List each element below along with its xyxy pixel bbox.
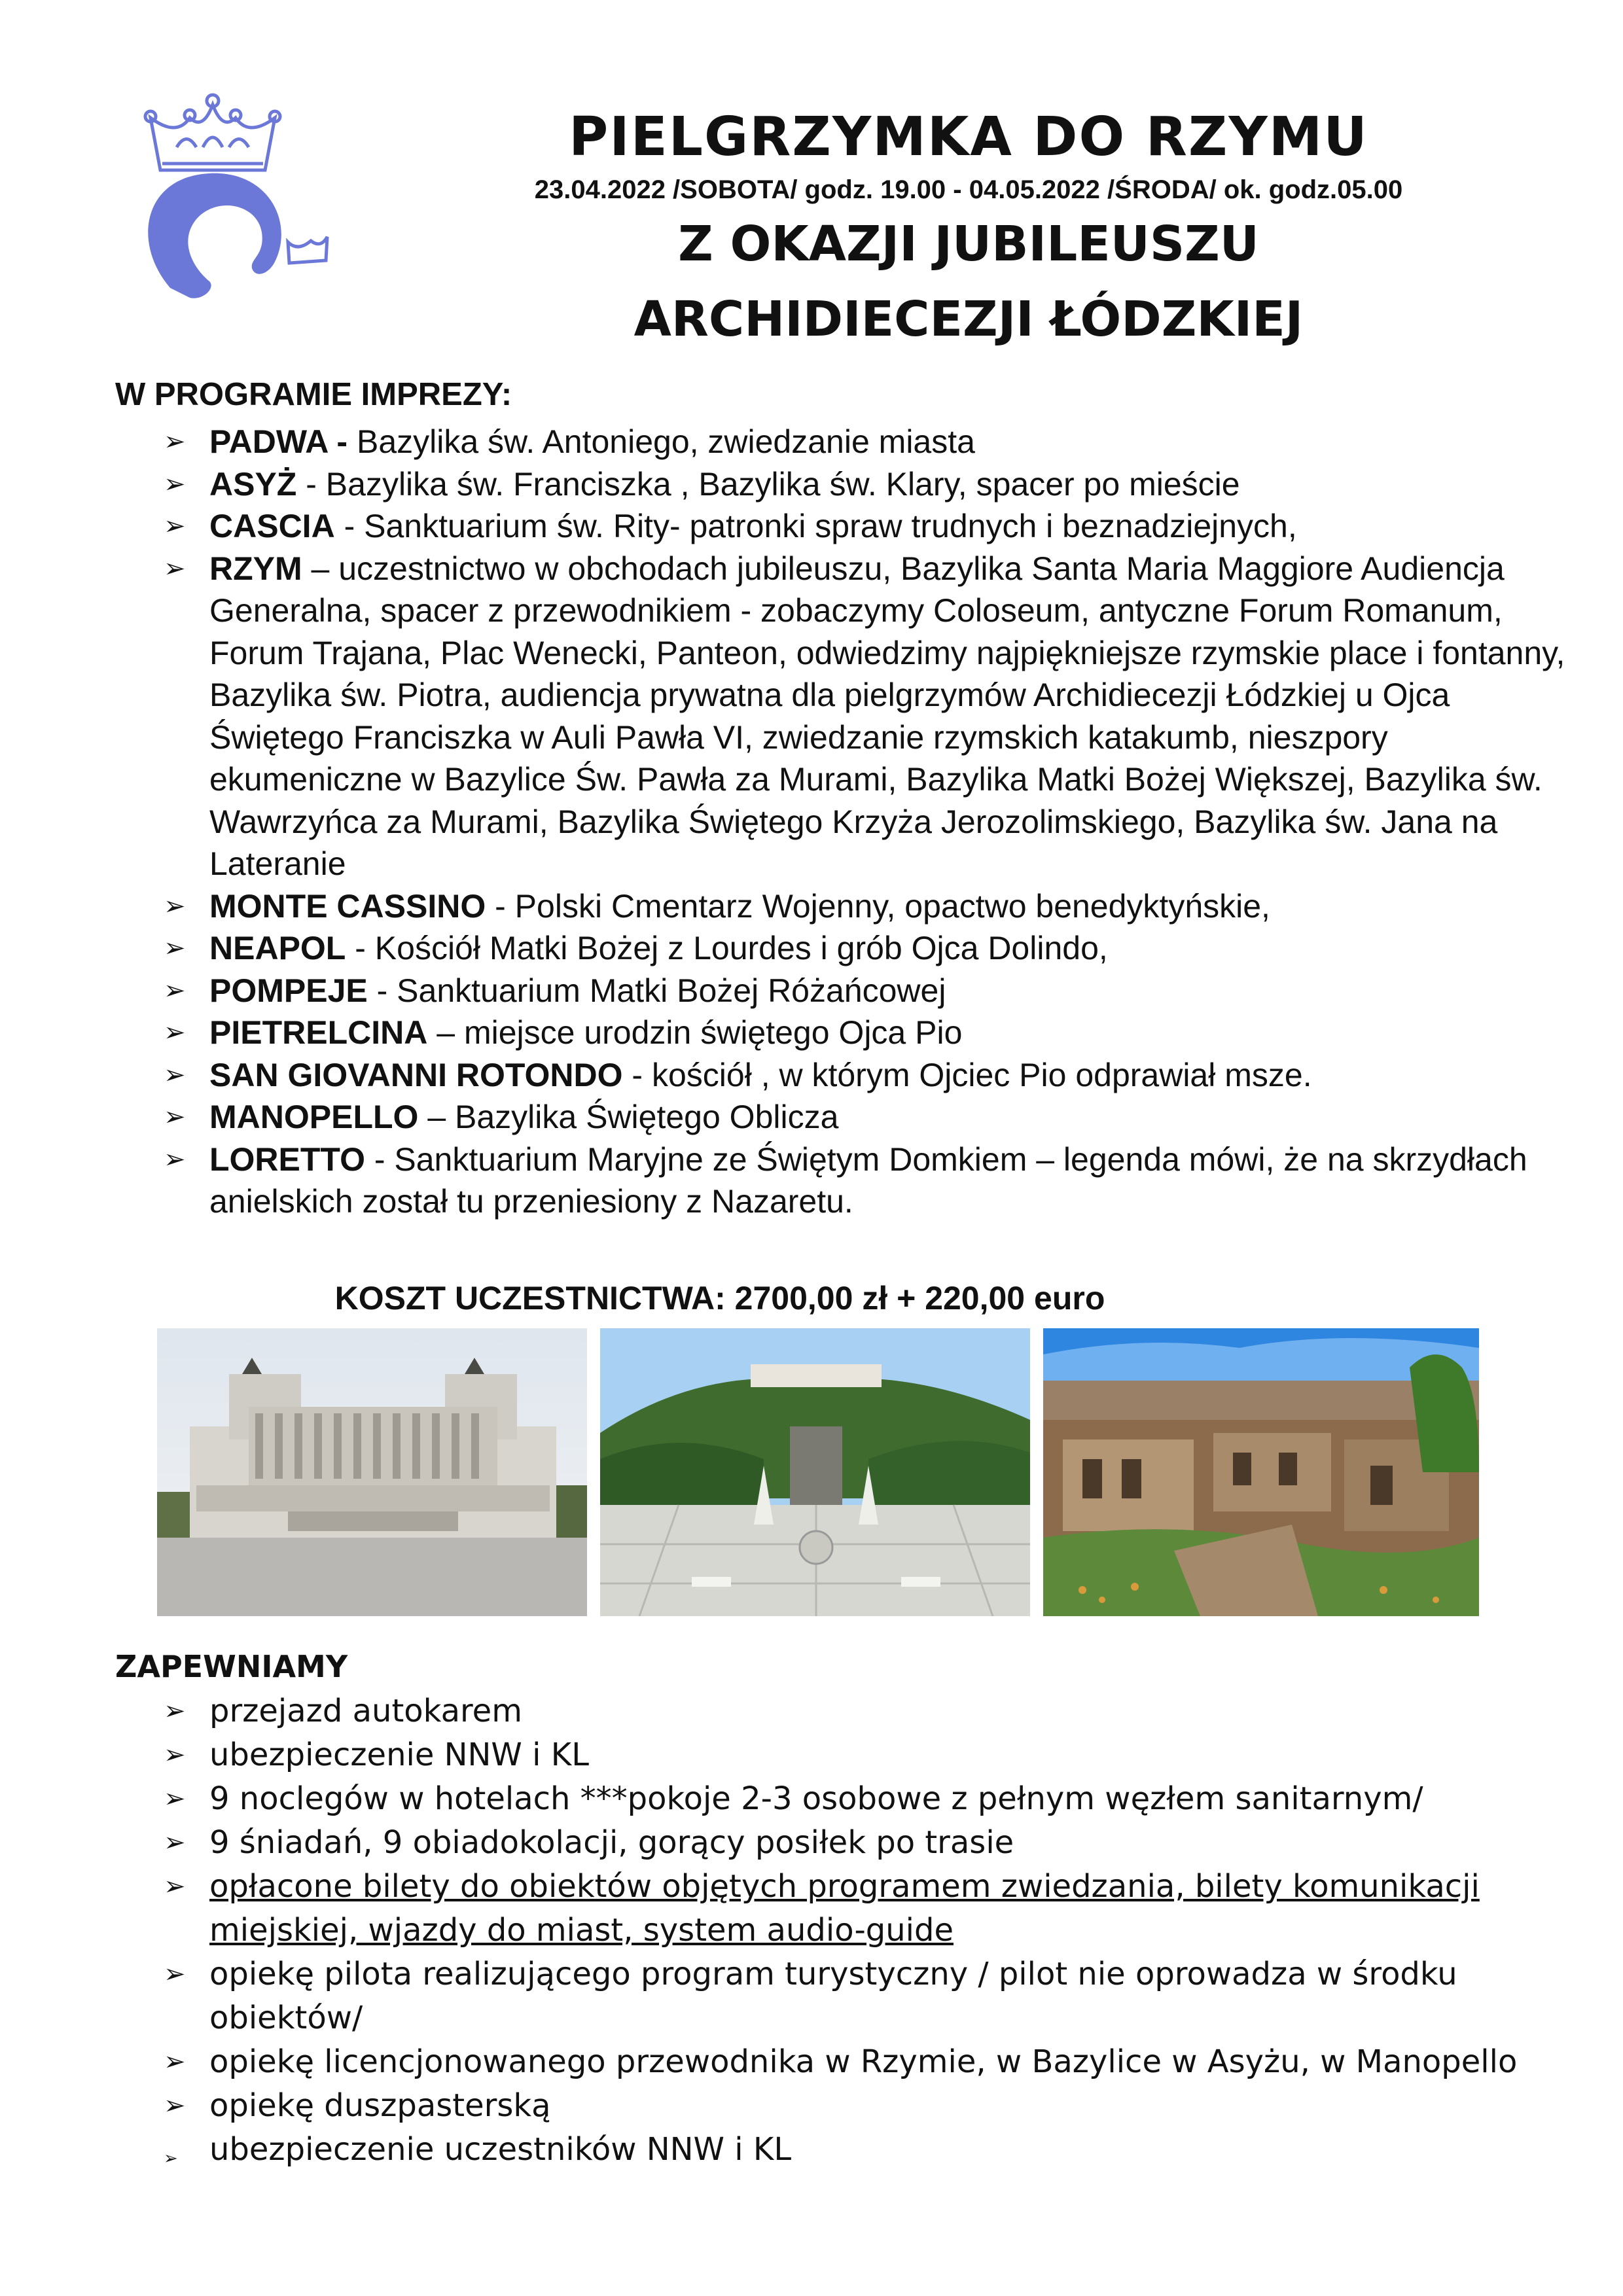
arrowhead-bullet-icon: ➢ bbox=[164, 1740, 186, 1770]
place-description: Bazylika św. Antoniego, zwiedzanie miasta bbox=[348, 423, 975, 460]
list-item bbox=[164, 1054, 1571, 1097]
provides-text: przejazd autokarem bbox=[209, 1693, 522, 1729]
list-item bbox=[164, 2040, 1571, 2084]
list-item bbox=[164, 2084, 1571, 2128]
list-item bbox=[164, 1139, 1571, 1223]
page-title: PIELGRZYMKA DO RZYMU bbox=[569, 106, 1368, 168]
arrowhead-bullet-icon: ➢ bbox=[164, 427, 186, 457]
provides-heading: ZAPEWNIAMY bbox=[115, 1649, 348, 1684]
place-description: - Kościół Matki Bożej z Lourdes i grób Ojca Dolindo, bbox=[346, 930, 1108, 966]
place-name: LORETTO bbox=[209, 1140, 365, 1178]
place-name: NEAPOL bbox=[209, 930, 346, 966]
list-item bbox=[164, 1689, 1571, 1733]
place-description: - Sanktuarium św. Rity- patronki spraw trudnych i beznadziejnych, bbox=[334, 508, 1297, 544]
vittoriano-photo bbox=[157, 1328, 587, 1616]
arrowhead-bullet-icon: ➢ bbox=[164, 1102, 186, 1132]
provides-text: 9 śniadań, 9 obiadokolacji, gorący posiłek po trasie bbox=[209, 1824, 1014, 1861]
list-item bbox=[164, 1952, 1571, 2040]
provides-text: opłacone bilety do obiektów objętych programem zwiedzania, bilety komunikacji miejskiej, wjazdy do miast, system audio-guide bbox=[209, 1868, 1480, 1949]
arrowhead-bullet-icon: ➢ bbox=[164, 1696, 186, 1726]
arrowhead-bullet-icon: ➢ bbox=[164, 553, 186, 584]
arrowhead-bullet-icon: ➢ bbox=[164, 2149, 178, 2168]
place-description: – miejsce urodzin świętego Ojca Pio bbox=[427, 1014, 963, 1051]
list-item bbox=[164, 463, 1571, 506]
list-item bbox=[164, 2128, 1571, 2172]
list-item bbox=[164, 1733, 1571, 1777]
list-item bbox=[164, 548, 1571, 885]
place-description: - Sanktuarium Maryjne ze Świętym Domkiem – legenda mówi, że na skrzydłach anielskich został tu przeniesiony z Nazaretu. bbox=[209, 1140, 1527, 1220]
arrowhead-bullet-icon: ➢ bbox=[164, 511, 186, 541]
arrowhead-bullet-icon: ➢ bbox=[164, 1017, 186, 1048]
arrowhead-bullet-icon: ➢ bbox=[164, 1871, 186, 1901]
provides-text: opiekę duszpasterską bbox=[209, 2087, 551, 2124]
list-item bbox=[164, 885, 1571, 928]
list-item bbox=[164, 927, 1571, 970]
place-description: – uczestnictwo w obchodach jubileuszu, Bazylika Santa Maria Maggiore Audiencja Generalna, spacer z przewodnikiem - zobaczymy Coloseum, antyczne Forum Romanum, Forum Trajana, Plac Wenecki, Panteon, odwiedzimy najpiękniejsze rzymskie place i fontanny, Bazylika św. Piotra, audiencja prywatna dla pielgrzymów Archidiecezji Łódzkiej u Ojca Świętego Franciszka w Auli Pawła VI, zwiedzanie rzymskich katakumb, nieszpory ekumeniczne w Bazylice Św. Pawła za Murami, Bazylika Matki Bożej Większej, Bazylika św. Wawrzyńca za Murami, Bazylika Świętego Krzyża Jerozolimskiego, Bazylika św. Jana na Lateranie bbox=[209, 550, 1565, 882]
list-item bbox=[164, 1012, 1571, 1054]
place-name: SAN GIOVANNI ROTONDO bbox=[209, 1056, 623, 1093]
place-name: ASYŻ bbox=[209, 465, 297, 503]
arrowhead-bullet-icon: ➢ bbox=[164, 1959, 186, 1989]
place-name: PIETRELCINA bbox=[209, 1014, 428, 1051]
place-description: - kościół , w którym Ojciec Pio odprawiał msze. bbox=[622, 1056, 1312, 1093]
subtitle-line-2: ARCHIDIECEZJI ŁÓDZKIEJ bbox=[633, 291, 1304, 347]
place-name: MONTE CASSINO bbox=[209, 887, 486, 925]
arrowhead-bullet-icon: ➢ bbox=[164, 1828, 186, 1858]
arrowhead-bullet-icon: ➢ bbox=[164, 891, 186, 921]
place-description: - Bazylika św. Franciszka , Bazylika św. Klary, spacer po mieście bbox=[296, 465, 1240, 503]
program-list bbox=[164, 421, 1571, 1223]
participation-cost: KOSZT UCZESTNICTWA: 2700,00 zł + 220,00 euro bbox=[334, 1280, 1105, 1316]
arrowhead-bullet-icon: ➢ bbox=[164, 2047, 186, 2077]
place-name: PADWA - bbox=[209, 423, 348, 460]
trip-dates: 23.04.2022 /SOBOTA/ godz. 19.00 - 04.05.2022 /ŚRODA/ ok. godz.05.00 bbox=[534, 175, 1403, 204]
arrowhead-bullet-icon: ➢ bbox=[164, 2091, 186, 2121]
arrowhead-bullet-icon: ➢ bbox=[164, 1144, 186, 1174]
provides-list bbox=[164, 1689, 1571, 2172]
program-heading: W PROGRAMIE IMPREZY: bbox=[115, 377, 512, 412]
arrowhead-bullet-icon: ➢ bbox=[164, 468, 186, 499]
pompeii-ruins-photo bbox=[1043, 1328, 1479, 1616]
list-item bbox=[164, 1777, 1571, 1821]
crown-horseshoe-icon bbox=[137, 92, 353, 308]
place-name: POMPEJE bbox=[209, 972, 368, 1009]
place-name: RZYM bbox=[209, 550, 302, 587]
provides-text: opiekę pilota realizującego program turystyczny / pilot nie oprowadza w środku obiektów/ bbox=[209, 1956, 1457, 2036]
place-description: – Bazylika Świętego Oblicza bbox=[418, 1099, 839, 1135]
list-item bbox=[164, 1865, 1571, 1952]
place-name: CASCIA bbox=[209, 508, 335, 544]
arrowhead-bullet-icon: ➢ bbox=[164, 1059, 186, 1090]
list-item bbox=[164, 505, 1571, 548]
provides-text: ubezpieczenie NNW i KL bbox=[209, 1737, 589, 1773]
subtitle-line-1: Z OKAZJI JUBILEUSZU bbox=[678, 216, 1259, 272]
arrowhead-bullet-icon: ➢ bbox=[164, 1784, 186, 1814]
archdiocese-logo bbox=[137, 92, 353, 308]
list-item bbox=[164, 970, 1571, 1012]
monte-cassino-cemetery-photo bbox=[600, 1328, 1030, 1616]
place-name: MANOPELLO bbox=[209, 1099, 419, 1135]
list-item bbox=[164, 1821, 1571, 1865]
provides-text: ubezpieczenie uczestników NNW i KL bbox=[209, 2131, 792, 2168]
place-description: - Sanktuarium Matki Bożej Różańcowej bbox=[367, 972, 946, 1009]
provides-text: opiekę licencjonowanego przewodnika w Rzymie, w Bazylice w Asyżu, w Manopello bbox=[209, 2043, 1518, 2080]
list-item bbox=[164, 421, 1571, 463]
list-item bbox=[164, 1096, 1571, 1139]
provides-text: 9 noclegów w hotelach ***pokoje 2-3 osobowe z pełnym węzłem sanitarnym/ bbox=[209, 1780, 1423, 1817]
arrowhead-bullet-icon: ➢ bbox=[164, 975, 186, 1006]
arrowhead-bullet-icon: ➢ bbox=[164, 933, 186, 963]
place-description: - Polski Cmentarz Wojenny, opactwo benedyktyńskie, bbox=[486, 887, 1270, 925]
